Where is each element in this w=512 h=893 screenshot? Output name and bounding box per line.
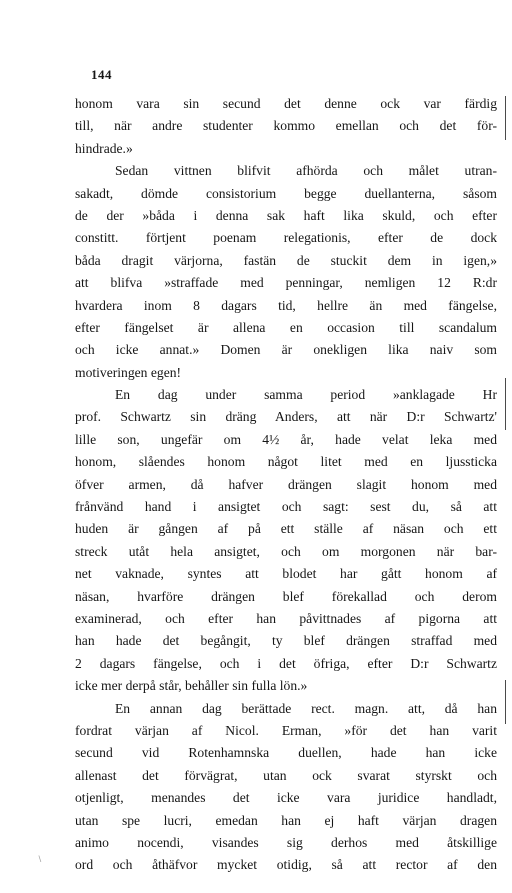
page-number: 144 [91,67,112,82]
text-line: allenast det förvägrat, utan ock svarat styrskt och [75,767,497,783]
text-line: utan spe lucri, emedan han ej haft värjan dragen [75,812,497,828]
text-line: animo nocendi, visandes sig derhos med åtskillige [75,834,497,850]
text-line: efter fängelset är allena en occasion till scandalum [75,319,497,335]
margin-rule-top [505,96,506,140]
text-line: fordrat värjan af Nicol. Erman, »för det han varit [75,722,497,738]
text-line: hvardera inom 8 dagars tid, hellre än med fängelse, [75,297,497,313]
text-line: han hade det begångit, ty blef drängen straffad med [75,633,497,649]
text-line: och icke annat.» Domen är onekligen lika naiv som [75,342,497,358]
text-line: till, när andre studenter kommo emellan och det för- [75,118,497,134]
text-line: icke mer derpå står, behåller sin fulla lön.» [75,678,308,694]
text-line: constitt. förtjent poenam relegationis, efter de dock [75,230,497,246]
text-line: de der »båda i denna sak haft lika skuld, och efter [75,207,497,223]
text-line: frånvänd hand i ansigtet och sagt: sest du, så att [75,499,497,515]
text-line: sakadt, dömde consistorium begge duellanterna, såsom [75,185,497,201]
text-line: otjenligt, menandes det icke vara juridice handladt, [75,790,497,806]
text-line: ord och åthäfvor mycket otidig, så att rector af den [75,857,497,873]
text-line: motiveringen egen! [75,364,182,380]
margin-rule-bottom [505,680,506,724]
text-line: Sedan vittnen blifvit afhörda och målet utran- [115,163,497,179]
text-line: huden är gången af på ett ställe af näsan och ett [75,521,497,537]
text-line: båda dragit värjorna, fastän de stuckit dem in igen,» [75,252,497,268]
text-line: prof. Schwartz sin dräng Anders, att när D:r Schwartz' [75,409,497,425]
text-line: En annan dag berättade rect. magn. att, då han [115,700,497,716]
text-line: 2 dagars fängelse, och i det öfriga, efter D:r Schwartz [75,655,497,671]
text-line: streck utåt hela ansigtet, och om morgonen när bar- [75,543,497,559]
text-line: En dag under samma period »anklagade Hr [115,387,497,403]
text-line: näsan, hvarföre drängen blef förekallad och derom [75,588,497,604]
text-line: honom vara sin secund det denne ock var färdig [75,96,497,111]
margin-rule-middle [505,378,506,430]
text-line: honom, slåendes honom något litet med en ljussticka [75,454,497,470]
ink-speck: ∖ [37,855,43,864]
body-text [75,93,497,877]
text-line: lille son, ungefär om 4½ år, hade velat leka med [75,431,497,447]
text-line: secund vid Rotenhamnska duellen, hade han icke [75,745,497,761]
text-line: att blifva »straffade med penningar, nemligen 12 R:dr [75,275,497,291]
text-line: öfver armen, då hafver drängen slagit honom med [75,476,497,492]
text-line: net vaknade, syntes att blodet har gått honom af [75,566,497,582]
text-line: hindrade.» [75,140,133,156]
text-line: examinerad, och efter han påvittnades af pigorna att [75,610,497,626]
